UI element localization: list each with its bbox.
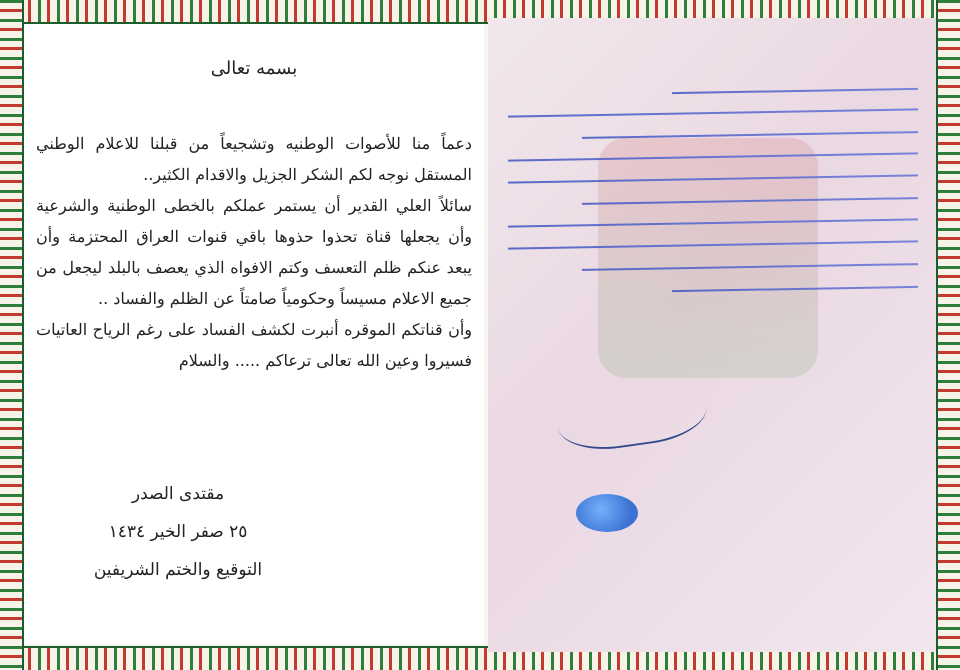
transcription-panel: [24, 24, 484, 644]
handwritten-text: [508, 90, 918, 310]
blue-seal-stamp: [576, 494, 638, 532]
signature-caption: التوقيع والختم الشريفين: [93, 560, 263, 580]
paragraph-3: وأن قناتكم الموقره أنبرت لكشف الفساد على رغم الرياح العاتيات فسيروا وعين الله تعالى ترعاكم ..... والسلام: [36, 320, 472, 370]
paragraph-2: سائلاً العلي القدير أن يستمر عملكم بالخطى الوطنية والشرعية وأن يجعلها قناة تحذوا حذوها باقي قنوات العراق المحتزمة وأن يبعد عنكم ظلم التعسف وكتم الافواه الذي يعصف بالبلد ليجعل من جميع الاعلام مسيساً وحكومياً صامتاً عن الظلم والفساد ..: [36, 196, 472, 308]
paragraph-1: دعماً منا للأصوات الوطنيه وتشجيعاً من قبلنا للاعلام الوطني المستقل نوجه لكم الشكر الجزيل والاقدام الكثير..: [36, 134, 472, 184]
signature-date: ٢٥ صفر الخير ١٤٣٤: [108, 522, 248, 542]
decorative-border-left: [0, 0, 24, 670]
scanned-document-image: [488, 18, 936, 652]
document-heading: بسمه تعالى: [210, 58, 298, 79]
decorative-border-right: [936, 0, 960, 670]
signature-name: مقتدى الصدر: [131, 484, 225, 504]
document-body: [36, 128, 472, 376]
